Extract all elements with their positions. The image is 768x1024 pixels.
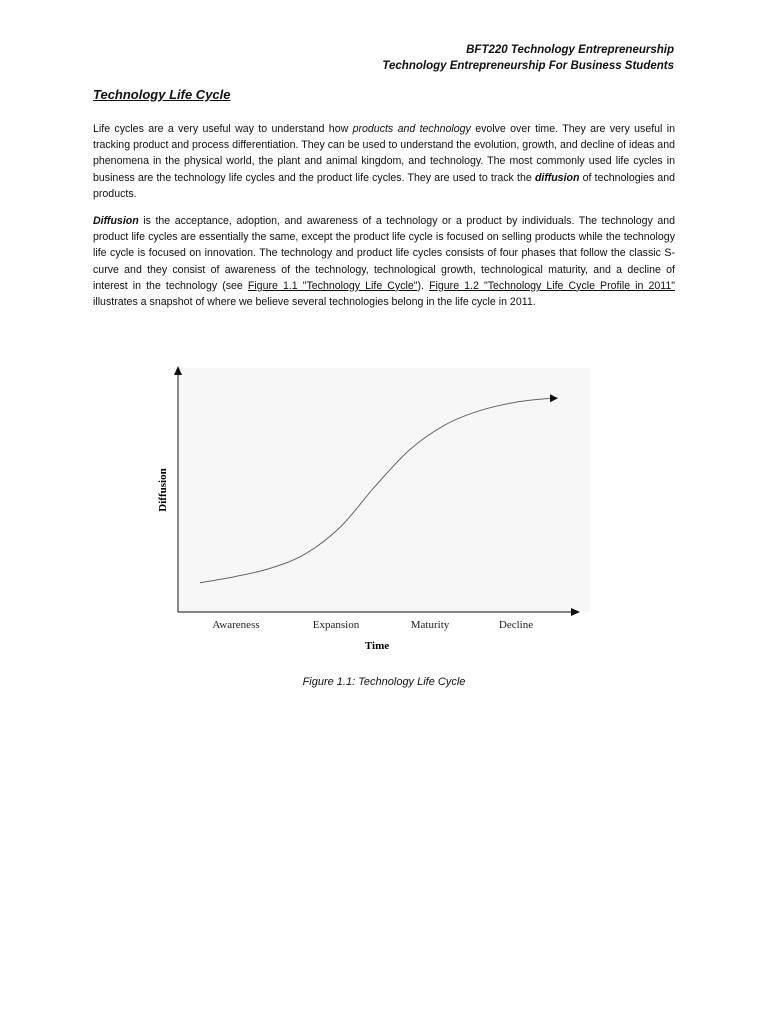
- section-title: Technology Life Cycle: [93, 87, 231, 102]
- text-run: Life cycles are a very useful way to understand how: [93, 123, 353, 135]
- text-run: of technologies and products.: [93, 171, 676, 200]
- y-axis-label: Diffusion: [157, 468, 169, 512]
- course-subtitle-line: Technology Entrepreneurship For Business Students: [382, 60, 674, 72]
- emphasis-text: products and technology: [352, 123, 471, 135]
- x-tick-label: Decline: [498, 619, 534, 631]
- paragraph-life-cycles: [93, 121, 675, 202]
- document-header: [382, 42, 674, 74]
- figure-1-1-link[interactable]: Figure 1.1 "Technology Life Cycle": [247, 279, 418, 292]
- text-run: ).: [417, 279, 430, 292]
- text-run: is the acceptance, adoption, and awareness of a technology or a product by individuals. The technology and product life cycles are essentially the same, except the product life cycle is focused on selling products while the technology life cycle is focused on innovation. The technology and product life cycles consists of four phases that follow the classic S-curve and they consist of awareness of the technology, technological growth, technological maturity, and a decline of interest in the technology (see: [93, 215, 675, 292]
- text-run: evolve over time. They are very useful in tracking product and process differentiation. They can be used to understand the evolution, growth, and decline of ideas and phenomena in the physical world, the plant and animal kingdom, and technology. The most commonly used life cycles in business are the technology life cycles and the product life cycles. They are used to track the: [93, 123, 676, 184]
- life-cycle-figure: [150, 358, 590, 658]
- x-tick-label: Awareness: [212, 619, 260, 631]
- figure-caption: Figure 1.1: Technology Life Cycle: [302, 676, 466, 688]
- strong-text: Diffusion: [93, 215, 139, 227]
- x-tick-label: Maturity: [410, 619, 450, 631]
- text-run: illustrates a snapshot of where we believe several technologies belong in the life cycle in 2011.: [93, 296, 536, 309]
- x-axis-label: Time: [364, 640, 390, 652]
- paragraph-diffusion: [93, 213, 675, 310]
- x-tick-label: Expansion: [312, 619, 360, 631]
- strong-text: diffusion: [534, 171, 580, 184]
- figure-1-2-link[interactable]: Figure 1.2 "Technology Life Cycle Profile in 2011": [429, 279, 675, 292]
- life-cycle-chart: [150, 358, 590, 658]
- course-code-line: BFT220 Technology Entrepreneurship: [466, 44, 674, 56]
